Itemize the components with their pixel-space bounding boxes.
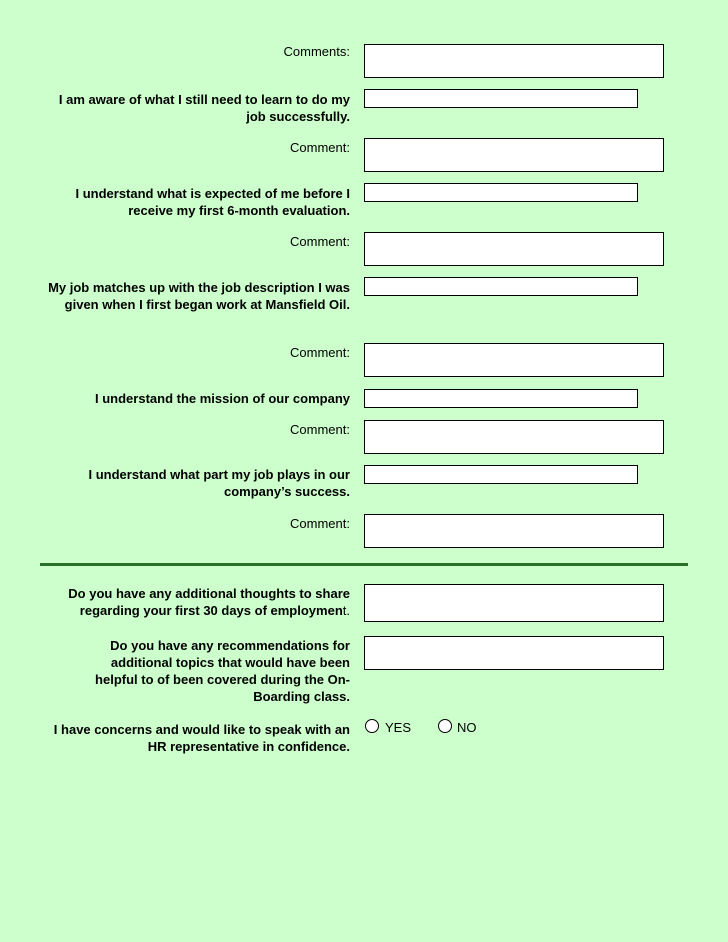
comment-label-3: Comment: bbox=[290, 345, 350, 360]
comments-label: Comments: bbox=[283, 44, 350, 59]
comment-field-3[interactable] bbox=[364, 343, 664, 377]
yes-label: YES bbox=[385, 720, 412, 735]
comment-field-2[interactable] bbox=[364, 232, 664, 266]
comment-label-1: Comment: bbox=[290, 140, 350, 155]
recommendations-question: Do you have any recommendations for additional topics that would have been helpful to of been covered during the On-Boarding class. bbox=[95, 638, 350, 704]
hr-concerns-question: I have concerns and would like to speak with an HR representative in confidence. bbox=[53, 722, 350, 754]
additional-thoughts-question bbox=[40, 585, 350, 619]
statement-expectations-field[interactable] bbox=[364, 183, 638, 202]
additional-thoughts-text: Do you have any additional thoughts to share regarding your first 30 days of employmen bbox=[68, 586, 350, 618]
comment-label-2: Comment: bbox=[290, 234, 350, 249]
no-label: NO bbox=[457, 720, 477, 735]
statement-mission-field[interactable] bbox=[364, 389, 638, 408]
statement-learn-field[interactable] bbox=[364, 89, 638, 108]
statement-mission-label: I understand the mission of our company bbox=[95, 391, 350, 406]
additional-thoughts-tail: t. bbox=[342, 603, 350, 618]
section-divider bbox=[40, 563, 688, 566]
additional-thoughts-field[interactable] bbox=[364, 584, 664, 622]
statement-learn-label: I am aware of what I still need to learn to do my job successfully. bbox=[58, 92, 350, 124]
statement-expectations-label: I understand what is expected of me before I receive my first 6-month evaluation. bbox=[75, 186, 350, 218]
comment-label-5: Comment: bbox=[290, 516, 350, 531]
comment-field-4[interactable] bbox=[364, 420, 664, 454]
yes-radio[interactable] bbox=[365, 719, 379, 733]
comment-field-5[interactable] bbox=[364, 514, 664, 548]
statement-job-role-label: I understand what part my job plays in our company’s success. bbox=[88, 467, 350, 499]
statement-job-description-label: My job matches up with the job description I was given when I first began work at Mansfield Oil. bbox=[48, 280, 350, 312]
comment-label-4: Comment: bbox=[290, 422, 350, 437]
recommendations-field[interactable] bbox=[364, 636, 664, 670]
comment-field-1[interactable] bbox=[364, 138, 664, 172]
comments-field[interactable] bbox=[364, 44, 664, 78]
no-radio[interactable] bbox=[438, 719, 452, 733]
statement-job-role-field[interactable] bbox=[364, 465, 638, 484]
statement-job-description-field[interactable] bbox=[364, 277, 638, 296]
